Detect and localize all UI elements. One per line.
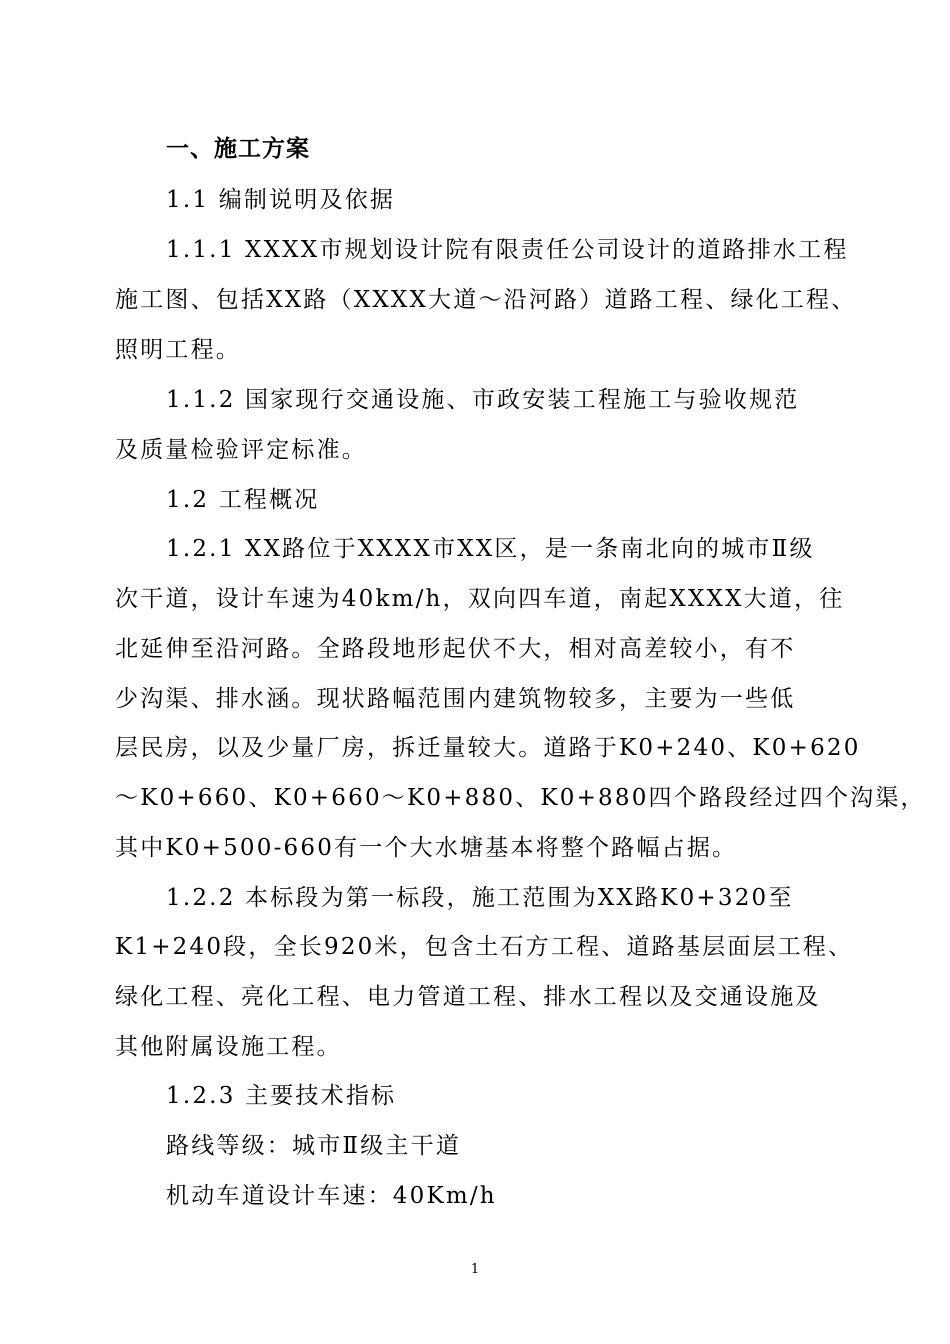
paragraph-line: 1.1.1 XXXX市规划设计院有限责任公司设计的道路排水工程 — [166, 237, 849, 263]
section-heading: 一、施工方案 — [166, 135, 310, 162]
paragraph-line: 1.2 工程概况 — [166, 487, 320, 513]
paragraph-line: 及质量检验评定标准。 — [115, 437, 367, 463]
paragraph-line: 施工图、包括XX路（XXXX大道～沿河路）道路工程、绿化工程、 — [115, 287, 857, 313]
paragraph-line: 1.1.2 国家现行交通设施、市政安装工程施工与验收规范 — [166, 387, 800, 413]
paragraph-line: 照明工程。 — [115, 337, 241, 363]
paragraph-line: 1.2.3 主要技术指标 — [166, 1083, 397, 1109]
paragraph-line: ～K0+660、K0+660～K0+880、K0+880四个路段经过四个沟渠， — [115, 785, 926, 811]
paragraph-line: 次干道，设计车速为40km/h，双向四车道，南起XXXX大道，往 — [115, 586, 845, 612]
paragraph-line: 机动车道设计车速：40Km/h — [166, 1183, 497, 1209]
page-number: 1 — [470, 1262, 480, 1277]
paragraph-line: 北延伸至沿河路。全路段地形起伏不大，相对高差较小，有不 — [115, 636, 796, 662]
paragraph-line: K1+240段，全长920米，包含土石方工程、道路基层面层工程、 — [115, 934, 854, 960]
paragraph-line: 1.1 编制说明及依据 — [166, 187, 396, 213]
paragraph-line: 路线等级：城市Ⅱ级主干道 — [166, 1133, 462, 1159]
paragraph-line: 少沟渠、排水涵。现状路幅范围内建筑物较多，主要为一些低 — [115, 686, 796, 712]
paragraph-line: 1.2.1 XX路位于XXXX市XX区，是一条南北向的城市Ⅱ级 — [166, 536, 815, 562]
paragraph-line: 其中K0+500-660有一个大水塘基本将整个路幅占据。 — [115, 835, 738, 861]
paragraph-line: 绿化工程、亮化工程、电力管道工程、排水工程以及交通设施及 — [115, 984, 821, 1010]
paragraph-line: 其他附属设施工程。 — [115, 1034, 342, 1060]
paragraph-line: 1.2.2 本标段为第一标段，施工范围为XX路K0+320至 — [166, 885, 794, 911]
paragraph-line: 层民房，以及少量厂房，拆迁量较大。道路于K0+240、K0+620 — [115, 735, 861, 761]
